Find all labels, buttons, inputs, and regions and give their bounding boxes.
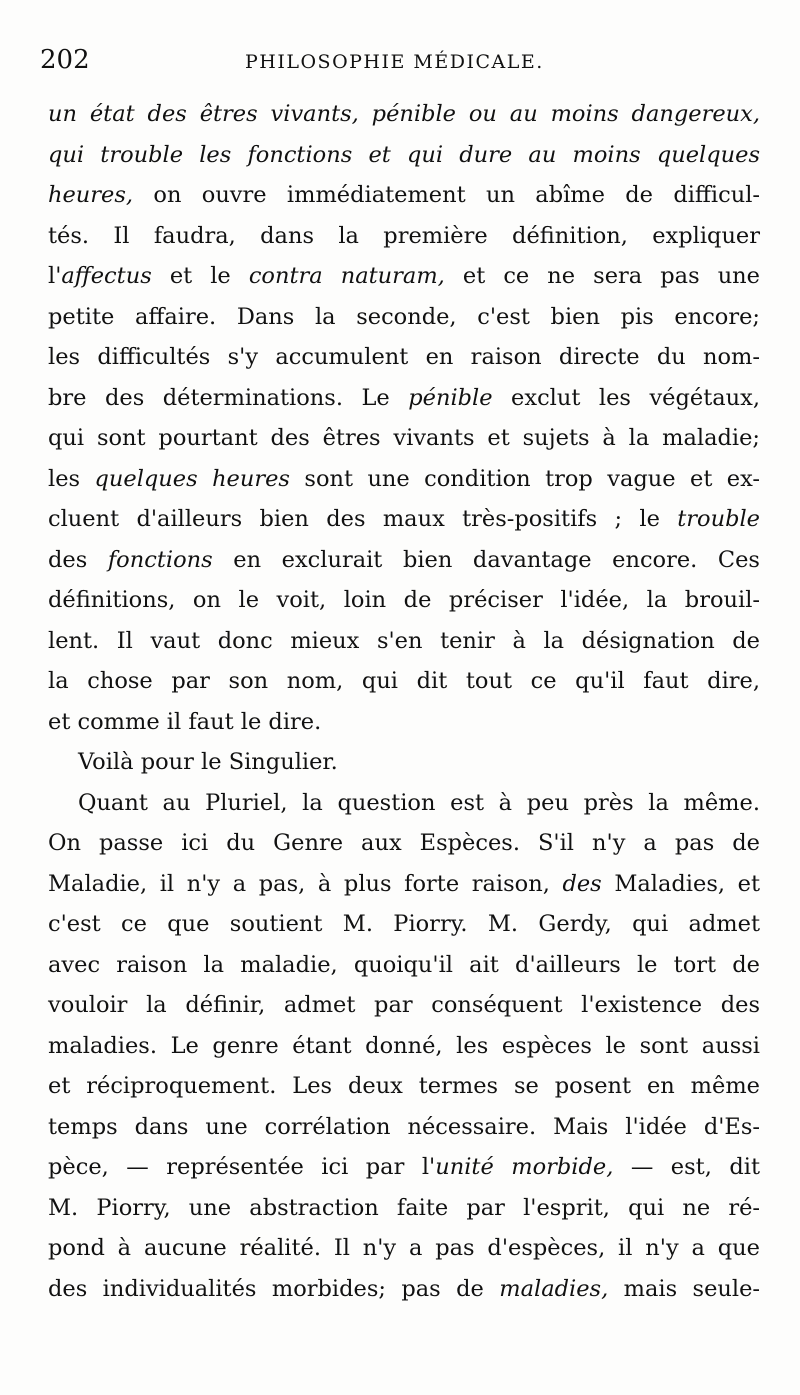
- text-line: [48, 621, 760, 662]
- text-line: [48, 1107, 760, 1148]
- text-segment: Voilà pour le Singulier.: [78, 749, 338, 775]
- italic-text: maladies,: [499, 1275, 609, 1302]
- text-segment: avec raison la maladie, quoiqu'il ait d'ailleurs le tort de: [48, 951, 760, 978]
- text-segment: maladies. Le genre étant donné, les espèces le sont aussi: [48, 1032, 760, 1059]
- text-line: [48, 256, 760, 297]
- text-line: [48, 459, 760, 500]
- text-segment: Maladie, il n'y a pas, à plus forte raison,: [48, 870, 563, 897]
- text-line: [48, 378, 760, 419]
- text-segment: des individualités morbides; pas de: [48, 1275, 500, 1302]
- text-segment: petite affaire. Dans la seconde, c'est bien pis encore;: [48, 303, 760, 330]
- text-line: [48, 94, 760, 135]
- text-line: [48, 783, 760, 824]
- running-header: [40, 42, 760, 78]
- text-line: [48, 297, 760, 338]
- italic-text: unité morbide,: [435, 1154, 614, 1180]
- text-segment: vouloir la définir, admet par conséquent l'existence des: [48, 992, 760, 1018]
- text-line: [48, 135, 760, 176]
- running-title: PHILOSOPHIE MÉDICALE.: [245, 51, 544, 73]
- text-segment: On passe ici du Genre aux Espèces. S'il n'y a pas de: [48, 830, 760, 856]
- text-line: [48, 175, 760, 216]
- text-line: [48, 661, 760, 702]
- text-segment: c'est ce que soutient M. Piorry. M. Gerdy, qui admet: [48, 911, 760, 937]
- italic-text: heures,: [48, 182, 134, 208]
- page-number: 202: [40, 45, 90, 75]
- text-segment: la chose par son nom, qui dit tout ce qu'il faut dire,: [48, 668, 760, 694]
- text-line: [48, 540, 760, 581]
- text-segment: et réciproquement. Les deux termes se posent en même: [48, 1073, 760, 1099]
- italic-text: des: [562, 870, 602, 897]
- text-segment: pèce, — représentée ici par l': [48, 1154, 436, 1180]
- italic-text: trouble: [677, 506, 760, 532]
- text-segment: lent. Il vaut donc mieux s'en tenir à la désignation de: [48, 627, 760, 654]
- text-segment: définitions, on le voit, loin de préciser l'idée, la brouil-: [48, 587, 760, 613]
- text-segment: exclut les végétaux,: [492, 384, 760, 411]
- text-line: [48, 418, 760, 459]
- text-line: [48, 1147, 760, 1188]
- text-line: [48, 1026, 760, 1067]
- text-segment: des: [48, 546, 108, 573]
- text-segment: cluent d'ailleurs bien des maux très-positifs ; le: [48, 506, 678, 532]
- text-segment: mais seule-: [608, 1275, 760, 1302]
- text-segment: — est, dit: [613, 1154, 760, 1180]
- text-line: [48, 337, 760, 378]
- text-line: [48, 1269, 760, 1310]
- italic-text: fonctions: [107, 546, 213, 573]
- text-line: [48, 742, 760, 783]
- text-line: [48, 499, 760, 540]
- text-segment: sont une condition trop vague et ex-: [289, 465, 760, 492]
- text-segment: les difficultés s'y accumulent en raison directe du nom-: [48, 344, 760, 370]
- text-segment: l': [48, 263, 62, 289]
- text-line: [48, 1228, 760, 1269]
- italic-text: affectus: [61, 263, 152, 289]
- text-segment: qui sont pourtant des êtres vivants et sujets à la maladie;: [48, 425, 760, 451]
- text-segment: Maladies, et: [601, 870, 760, 897]
- text-segment: les: [48, 465, 95, 492]
- text-line: [48, 904, 760, 945]
- text-line: [48, 985, 760, 1026]
- text-segment: et le: [151, 263, 249, 289]
- text-line: [48, 1066, 760, 1107]
- text-segment: pond à aucune réalité. Il n'y a pas d'espèces, il n'y a que: [48, 1235, 760, 1261]
- text-segment: et comme il faut le dire.: [48, 708, 322, 735]
- italic-text: contra naturam,: [248, 263, 445, 289]
- text-segment: on ouvre immédiatement un abîme de difficul-: [133, 182, 760, 208]
- text-segment: Quant au Pluriel, la question est à peu près la même.: [78, 789, 760, 816]
- text-segment: temps dans une corrélation nécessaire. Mais l'idée d'Es-: [48, 1113, 760, 1140]
- italic-text: qui trouble les fonctions et qui dure au moins quelques: [48, 141, 760, 168]
- italic-text: un état des êtres vivants, pénible ou au moins dangereux,: [48, 101, 760, 127]
- text-line: [48, 702, 760, 743]
- body-text: [48, 94, 760, 1309]
- text-segment: tés. Il faudra, dans la première définition, expliquer: [48, 222, 760, 249]
- text-line: [48, 580, 760, 621]
- text-line: [48, 216, 760, 257]
- text-segment: M. Piorry, une abstraction faite par l'esprit, qui ne ré-: [48, 1194, 760, 1221]
- italic-text: quelques heures: [94, 465, 290, 492]
- text-line: [48, 864, 760, 905]
- text-line: [48, 945, 760, 986]
- italic-text: pénible: [408, 384, 493, 411]
- text-line: [48, 1188, 760, 1229]
- text-segment: et ce ne sera pas une: [444, 263, 760, 289]
- text-segment: bre des déterminations. Le: [48, 384, 409, 411]
- text-line: [48, 823, 760, 864]
- text-segment: en exclurait bien davantage encore. Ces: [212, 546, 760, 573]
